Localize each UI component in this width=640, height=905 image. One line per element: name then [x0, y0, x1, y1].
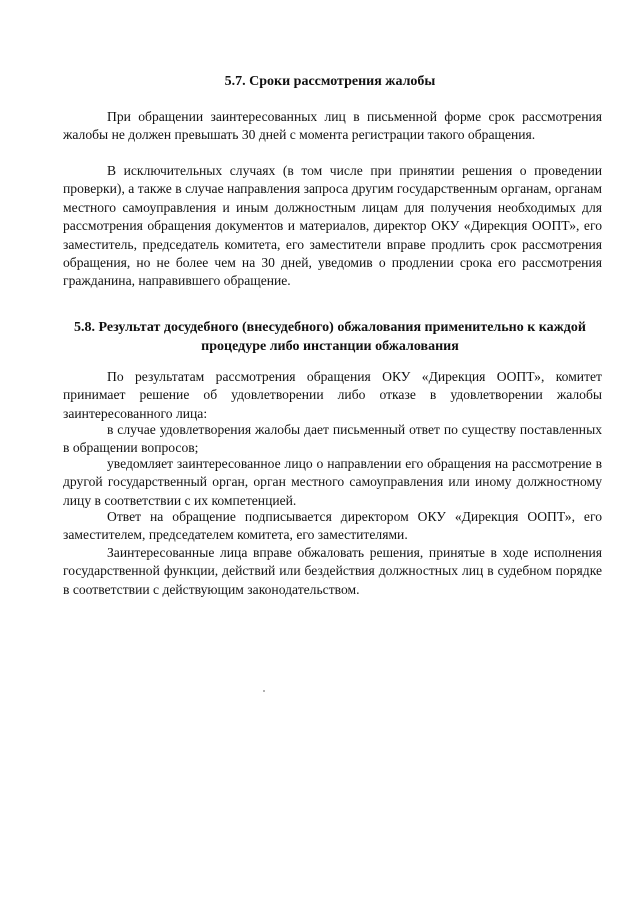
section-5-7-heading: 5.7. Сроки рассмотрения жалобы	[224, 74, 436, 89]
section-5-8-paragraph-2: в случае удовлетворения жалобы дает письменный ответ по существу поставленных в обращении вопросов;	[63, 422, 602, 456]
section-5-7-paragraph-2: В исключительных случаях (в том числе при принятии решения о проведении проверки), а также в случае направления запроса другим государственным органам, органам местного самоуправления и иным должностным лицам для получения необходимых для рассмотрения обращения документов и материалов, директор ОКУ «Дирекция ООПТ», его заместитель, председатель комитета, его заместители вправе продлить срок рассмотрения обращения, но не более чем на 30 дней, уведомив о продлении срока его рассмотрения гражданина, направившего обращение.	[63, 163, 602, 289]
section-5-8-paragraph-5: Заинтересованные лица вправе обжаловать решения, принятые в ходе исполнения государственной функции, действий или бездействия должностных лиц в судебном порядке в соответствии с действующим законодательством.	[63, 545, 602, 597]
section-5-8-paragraph-4: Ответ на обращение подписывается директором ОКУ «Дирекция ООПТ», его заместителем, председателем комитета, его заместителями.	[63, 509, 602, 543]
section-5-8-paragraph-3: уведомляет заинтересованное лицо о направлении его обращения на рассмотрение в другой государственный орган, орган местного самоуправления или иному должностному лицу в соответствии с их компетенцией.	[63, 456, 602, 508]
section-5-8-paragraph-1: По результатам рассмотрения обращения ОКУ «Дирекция ООПТ», комитет принимает решение об удовлетворении либо отказе в удовлетворении жалобы заинтересованного лица:	[63, 369, 602, 421]
section-5-8-heading: 5.8. Результат досудебного (внесудебного) обжалования применительно к каждой процедуре либо инстанции обжалования	[74, 320, 586, 354]
section-5-7-paragraph-1: При обращении заинтересованных лиц в письменной форме срок рассмотрения жалобы не должен превышать 30 дней с момента регистрации такого обращения.	[63, 109, 602, 143]
scan-speck	[263, 690, 265, 692]
